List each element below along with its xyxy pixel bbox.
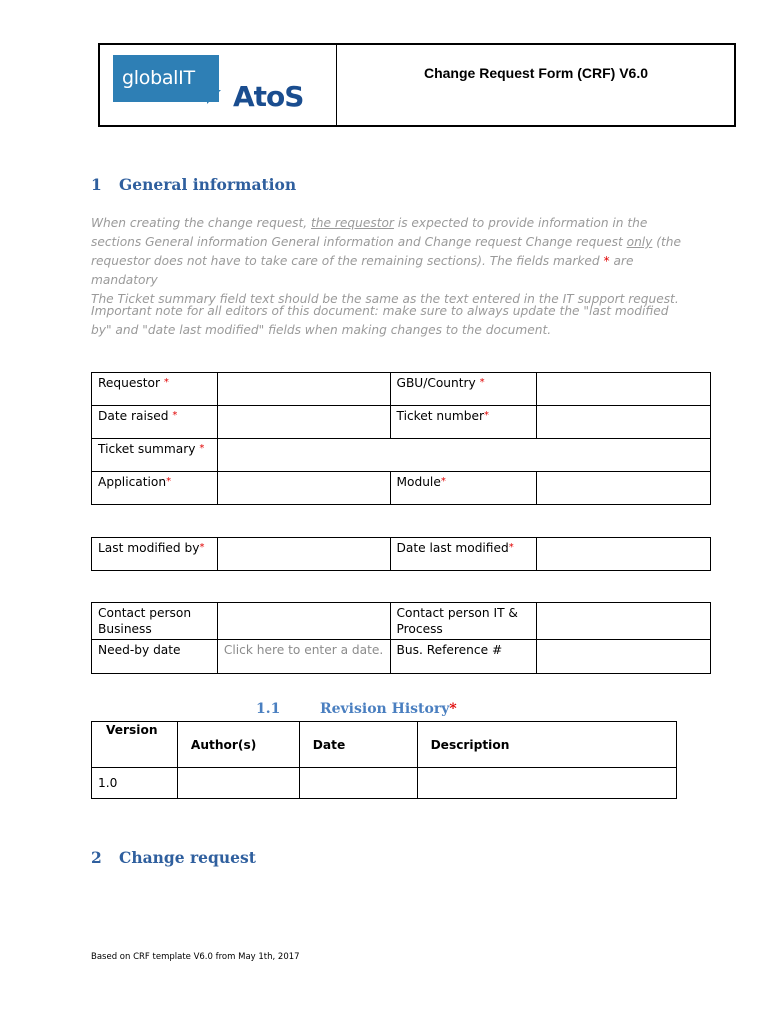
contact-business-field[interactable]: [217, 603, 390, 640]
revision-version-cell[interactable]: 1.0: [92, 768, 178, 799]
application-label: Application*: [92, 472, 218, 505]
section-1-title: General information: [119, 175, 297, 194]
ticket-summary-label: Ticket summary *: [92, 439, 218, 472]
contact-business-label: Contact person Business: [92, 603, 218, 640]
need-by-date-label: Need-by date: [92, 640, 218, 674]
application-field[interactable]: [217, 472, 390, 505]
revision-header-description: Description: [417, 722, 676, 768]
revision-author-cell[interactable]: [177, 768, 299, 799]
contacts-table: [91, 602, 711, 674]
ticket-summary-field[interactable]: [217, 439, 710, 472]
bus-reference-label: Bus. Reference #: [390, 640, 537, 674]
date-raised-field[interactable]: [217, 406, 390, 439]
mandatory-asterisk: *: [449, 701, 457, 717]
section-1-1-number: 1.1: [256, 701, 281, 717]
section-1-heading: [91, 175, 296, 194]
date-raised-label: Date raised *: [92, 406, 218, 439]
need-by-date-picker[interactable]: Click here to enter a date.: [217, 640, 390, 674]
header-divider: [336, 43, 337, 127]
note-text: is expected to provide information in the sections General information General information and Change request Change request: [91, 216, 648, 249]
mandatory-asterisk: *: [603, 254, 610, 268]
section-1-1-title: Revision History: [320, 701, 450, 717]
requestor-label: Requestor *: [92, 373, 218, 406]
module-label: Module*: [390, 472, 537, 505]
date-last-modified-field[interactable]: [537, 538, 711, 571]
atos-logo: AtoS: [233, 80, 304, 113]
note-text: When creating the change request,: [91, 216, 311, 230]
contact-it-field[interactable]: [537, 603, 711, 640]
revision-header-authors: Author(s): [177, 722, 299, 768]
ticket-number-label: Ticket number*: [390, 406, 537, 439]
date-last-modified-label: Date last modified*: [390, 538, 537, 571]
gbu-country-label: GBU/Country *: [390, 373, 537, 406]
gbu-country-field[interactable]: [537, 373, 711, 406]
globalit-logo-text: globalIT: [122, 67, 195, 89]
ticket-number-field[interactable]: [537, 406, 711, 439]
section-1-1-heading: [256, 701, 457, 717]
revision-date-cell[interactable]: [299, 768, 417, 799]
module-field[interactable]: [537, 472, 711, 505]
section-2-heading: [91, 848, 256, 867]
note-text: The Ticket summary field text should be the same as the text entered in the IT support request.: [91, 292, 679, 306]
section-1-number: 1: [91, 175, 102, 194]
note-text: (the requestor does not have to take care of the remaining sections). The fields marked: [91, 235, 682, 268]
revision-history-table: [91, 721, 677, 799]
requestor-field[interactable]: [217, 373, 390, 406]
revision-header-date: Date: [299, 722, 417, 768]
last-modified-table: [91, 537, 711, 571]
last-modified-by-label: Last modified by*: [92, 538, 218, 571]
bus-reference-field[interactable]: [537, 640, 711, 674]
contact-it-label: Contact person IT & Process: [390, 603, 537, 640]
globalit-logo-notch: [207, 90, 221, 104]
revision-header-version: Version: [92, 722, 178, 768]
form-title: Change Request Form (CRF) V6.0: [423, 65, 649, 81]
instruction-note-1: [91, 214, 691, 309]
instruction-note-2: Important note for all editors of this document: make sure to always update the "last modified by" and "date last modified" fields when making changes to the document.: [91, 304, 669, 337]
last-modified-by-field[interactable]: [217, 538, 390, 571]
note-only: only: [626, 235, 653, 249]
general-info-table: [91, 372, 711, 505]
footer-text: Based on CRF template V6.0 from May 1th, 2017: [91, 952, 300, 962]
section-2-title: Change request: [119, 848, 256, 867]
section-2-number: 2: [91, 848, 102, 867]
requestor-link[interactable]: the requestor: [311, 216, 394, 230]
note-text: are mandatory: [91, 254, 634, 287]
revision-description-cell[interactable]: [417, 768, 676, 799]
